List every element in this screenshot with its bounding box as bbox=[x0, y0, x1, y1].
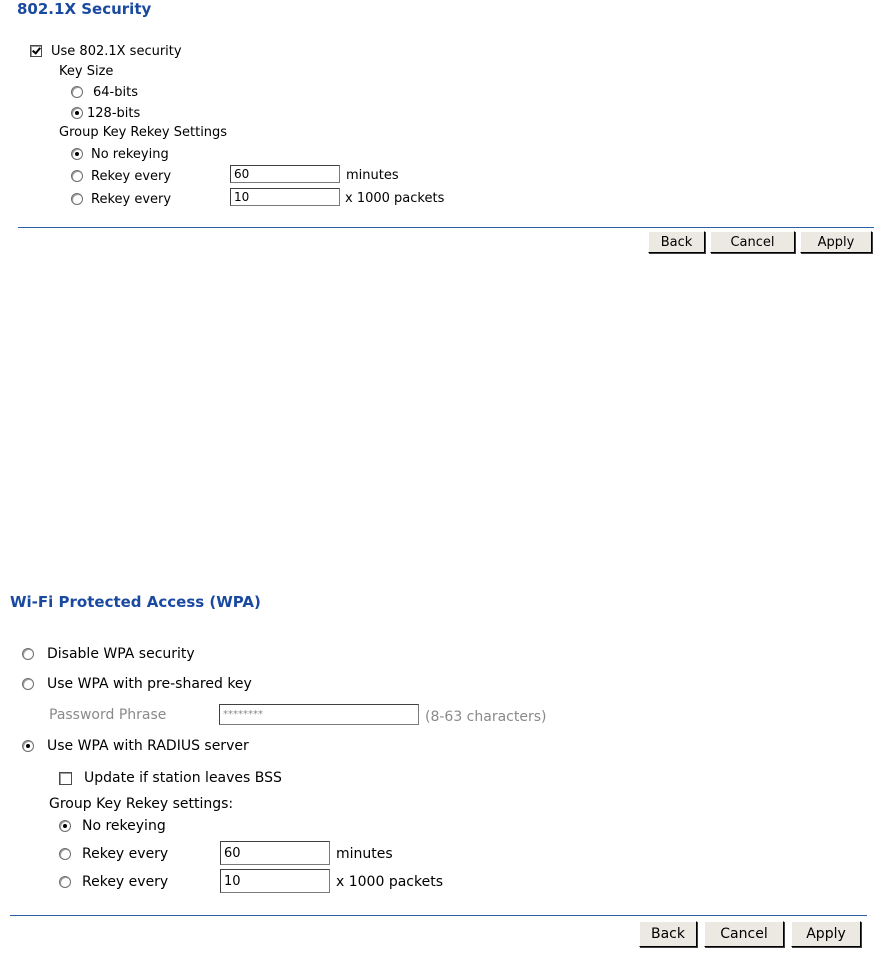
psk-row bbox=[22, 675, 252, 693]
use-8021x-label: Use 802.1X security bbox=[51, 43, 182, 59]
cancel-button-8021x[interactable]: Cancel bbox=[710, 231, 795, 253]
group-key-label: Group Key Rekey Settings bbox=[59, 125, 228, 140]
wpa-no-rekey-row bbox=[59, 817, 166, 835]
wpa-rekey-minutes-input[interactable] bbox=[220, 841, 330, 865]
rekey-minutes-radio[interactable] bbox=[71, 170, 83, 182]
wpa-packets-unit: x 1000 packets bbox=[336, 874, 443, 890]
back-button-wpa[interactable]: Back bbox=[639, 921, 697, 947]
section-title-wpa: Wi-Fi Protected Access (WPA) bbox=[10, 593, 261, 611]
apply-button-8021x[interactable]: Apply bbox=[800, 231, 872, 253]
disable-wpa-label: Disable WPA security bbox=[47, 646, 195, 662]
password-phrase-input[interactable] bbox=[219, 704, 419, 725]
update-bss-checkbox[interactable] bbox=[59, 772, 72, 785]
radius-row bbox=[22, 737, 249, 755]
wpa-rekey-packets-row bbox=[59, 873, 168, 891]
disable-wpa-radio[interactable] bbox=[22, 648, 34, 660]
wpa-rekey-packets-radio[interactable] bbox=[59, 876, 71, 888]
update-bss-row bbox=[59, 769, 282, 787]
group-key-settings-label: Group Key Rekey settings: bbox=[49, 796, 234, 812]
key-128-row bbox=[71, 104, 140, 122]
minutes-unit: minutes bbox=[346, 168, 399, 183]
wpa-rekey-minutes-label: Rekey every bbox=[82, 846, 169, 862]
key-128-radio[interactable] bbox=[71, 107, 83, 119]
no-rekey-label: No rekeying bbox=[91, 146, 169, 162]
rekey-packets-input[interactable] bbox=[230, 188, 340, 206]
use-8021x-checkbox[interactable] bbox=[30, 45, 42, 57]
radius-radio[interactable] bbox=[22, 740, 34, 752]
disable-wpa-row bbox=[22, 645, 195, 663]
key-64-row bbox=[71, 83, 138, 101]
apply-button-wpa[interactable]: Apply bbox=[791, 921, 861, 947]
cancel-button-wpa[interactable]: Cancel bbox=[704, 921, 784, 947]
rekey-minutes-input[interactable] bbox=[230, 165, 340, 183]
rekey-minutes-row bbox=[71, 167, 171, 185]
wpa-rekey-minutes-radio[interactable] bbox=[59, 848, 71, 860]
wpa-rekey-packets-label: Rekey every bbox=[82, 874, 169, 890]
wpa-no-rekey-label: No rekeying bbox=[82, 818, 166, 834]
wpa-rekey-packets-input[interactable] bbox=[220, 869, 330, 893]
key-128-label: 128-bits bbox=[87, 105, 141, 121]
wpa-no-rekey-radio[interactable] bbox=[59, 820, 71, 832]
back-button-8021x[interactable]: Back bbox=[648, 231, 705, 253]
key-64-label: 64-bits bbox=[93, 84, 138, 100]
psk-radio[interactable] bbox=[22, 678, 34, 690]
password-hint: (8-63 characters) bbox=[425, 709, 547, 725]
rekey-packets-label: Rekey every bbox=[91, 191, 172, 207]
radius-label: Use WPA with RADIUS server bbox=[47, 738, 249, 754]
rekey-packets-row bbox=[71, 190, 171, 208]
key-size-label: Key Size bbox=[59, 64, 114, 79]
use-8021x-row bbox=[30, 42, 182, 60]
section1-divider bbox=[18, 227, 874, 228]
password-phrase-label: Password Phrase bbox=[49, 707, 167, 723]
section2-divider bbox=[10, 915, 867, 916]
psk-label: Use WPA with pre-shared key bbox=[47, 676, 252, 692]
packets-unit: x 1000 packets bbox=[345, 191, 445, 206]
wpa-rekey-minutes-row bbox=[59, 845, 168, 863]
rekey-packets-radio[interactable] bbox=[71, 193, 83, 205]
no-rekey-radio[interactable] bbox=[71, 148, 83, 160]
wpa-minutes-unit: minutes bbox=[336, 846, 393, 862]
section-title-8021x: 802.1X Security bbox=[17, 0, 152, 18]
no-rekey-row bbox=[71, 145, 169, 163]
rekey-minutes-label: Rekey every bbox=[91, 168, 172, 184]
key-64-radio[interactable] bbox=[71, 86, 83, 98]
update-bss-label: Update if station leaves BSS bbox=[84, 770, 282, 786]
